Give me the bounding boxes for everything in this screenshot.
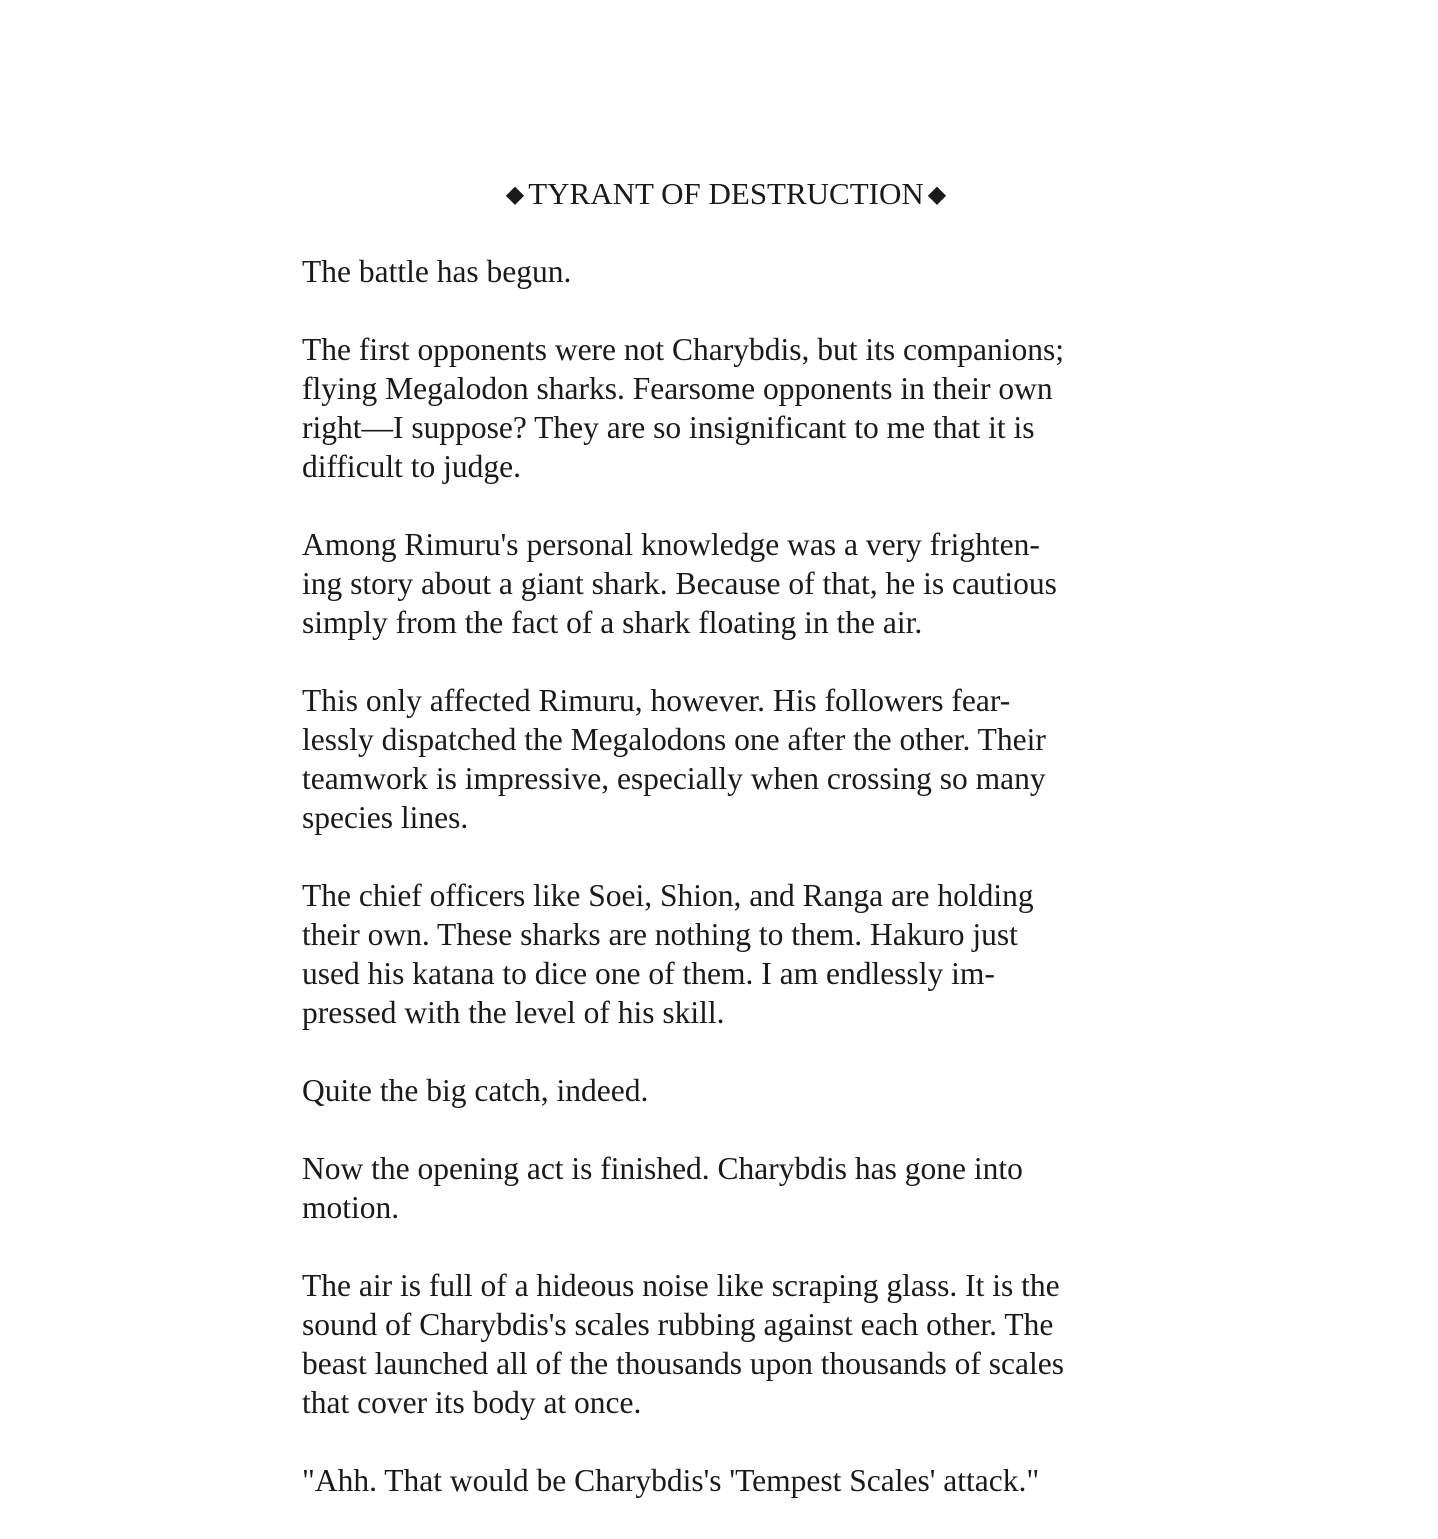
text-line: their own. These sharks are nothing to them. Hakuro just — [302, 917, 1018, 952]
paragraph — [302, 1461, 1162, 1500]
paragraph — [302, 1266, 1162, 1422]
text-line: "Ahh. That would be Charybdis's 'Tempest Scales' attack." — [302, 1463, 1040, 1498]
text-line: simply from the fact of a shark floating in the air. — [302, 605, 923, 640]
text-line: that cover its body at once. — [302, 1385, 642, 1420]
paragraph — [302, 252, 1162, 291]
text-line: Among Rimuru's personal knowledge was a very frighten- — [302, 527, 1040, 562]
chapter-heading — [0, 172, 1438, 216]
text-line: flying Megalodon sharks. Fearsome opponents in their own — [302, 371, 1053, 406]
body-text — [302, 252, 1162, 1539]
paragraph — [302, 1071, 1162, 1110]
text-line: used his katana to dice one of them. I am endlessly im- — [302, 956, 995, 991]
text-line: The battle has begun. — [302, 254, 572, 289]
paragraph — [302, 1149, 1162, 1227]
paragraph — [302, 330, 1162, 486]
text-line: difficult to judge. — [302, 449, 522, 484]
text-line: The chief officers like Soei, Shion, and Ranga are holding — [302, 878, 1034, 913]
text-line: right—I suppose? They are so insignificant to me that it is — [302, 410, 1035, 445]
text-line: beast launched all of the thousands upon thousands of scales — [302, 1346, 1064, 1381]
text-line: This only affected Rimuru, however. His followers fear- — [302, 683, 1011, 718]
paragraph — [302, 681, 1162, 837]
text-line: The air is full of a hideous noise like scraping glass. It is the — [302, 1268, 1060, 1303]
text-line: lessly dispatched the Megalodons one after the other. Their — [302, 722, 1046, 757]
chapter-title: TYRANT OF DESTRUCTION — [528, 176, 924, 211]
text-line: pressed with the level of his skill. — [302, 995, 725, 1030]
text-line: The first opponents were not Charybdis, but its companions; — [302, 332, 1065, 367]
text-line: Now the opening act is finished. Charybdis has gone into — [302, 1151, 1023, 1186]
diamond-ornament-icon: ◆ — [927, 180, 947, 208]
text-line: sound of Charybdis's scales rubbing against each other. The — [302, 1307, 1054, 1342]
text-line: species lines. — [302, 800, 469, 835]
text-line: motion. — [302, 1190, 400, 1225]
paragraph — [302, 525, 1162, 642]
diamond-ornament-icon: ◆ — [505, 180, 525, 208]
text-line: Quite the big catch, indeed. — [302, 1073, 649, 1108]
paragraph — [302, 876, 1162, 1032]
text-line: ing story about a giant shark. Because of that, he is cautious — [302, 566, 1057, 601]
text-line: teamwork is impressive, especially when crossing so many — [302, 761, 1046, 796]
